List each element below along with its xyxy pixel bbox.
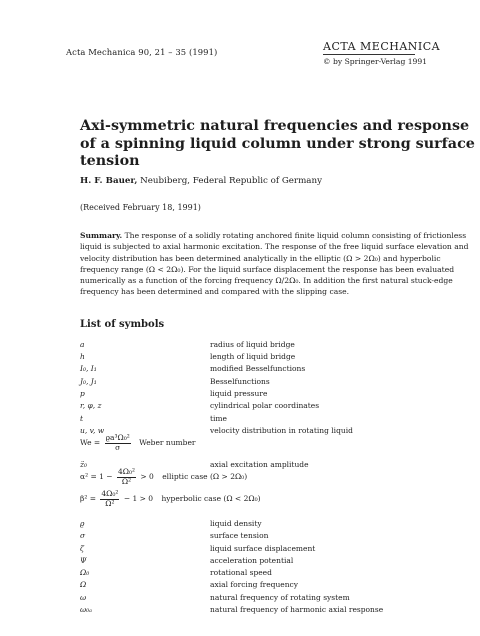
masthead-rule bbox=[323, 54, 415, 55]
summary-line-1: The response of a solidly rotating anchored finite liquid column consisting of frictionless bbox=[124, 231, 467, 240]
summary-line-4: frequency range (Ω < 2Ω₀). For the liquid surface displacement the response has been evaluated bbox=[80, 264, 455, 274]
symbol-row: ω₀ₐ natural frequency of harmonic axial response bbox=[80, 605, 384, 614]
symbol-row: Ψ acceleration potential bbox=[80, 556, 294, 565]
beta-equation: β² = $\frac{\text{4Ω₀²}}{\text{Ω²}}$ − 1 > 0 hyperbolic case (Ω < 2Ω₀) bbox=[80, 489, 261, 508]
symbol-row: r, φ, z cylindrical polar coordinates bbox=[80, 401, 320, 410]
symbol-row: z̈₀ axial excitation amplitude bbox=[80, 460, 309, 469]
author-name: H. F. Bauer, bbox=[80, 176, 138, 186]
symbol-row: σ surface tension bbox=[80, 531, 269, 540]
symbol-row: a radius of liquid bridge bbox=[80, 340, 295, 349]
author-line bbox=[80, 176, 322, 186]
symbol-row: I₀, I₁ modified Besselfunctions bbox=[80, 364, 306, 373]
title-line-2: of a spinning liquid column under strong surface bbox=[80, 135, 475, 152]
summary-line-3: velocity distribution has been determined analytically in the elliptic (Ω > 2Ω₀) and hyperbolic bbox=[80, 253, 441, 263]
symbol-row: u, v, w velocity distribution in rotating liquid bbox=[80, 426, 353, 435]
symbol-row: ω natural frequency of rotating system bbox=[80, 593, 350, 602]
weber-number-equation: We = $\frac{\text{ϱa³Ω₀²}}{\sigma}$ Weber number bbox=[80, 433, 196, 452]
symbol-row: h length of liquid bridge bbox=[80, 352, 296, 361]
symbol-row: ϱ liquid density bbox=[80, 519, 262, 528]
author-affiliation: Neubiberg, Federal Republic of Germany bbox=[140, 176, 322, 186]
symbol-row: ζ liquid surface displacement bbox=[80, 544, 316, 553]
weber-number-label: Weber number bbox=[139, 438, 196, 447]
summary-line-2: liquid is subjected to axial harmonic excitation. The response of the free liquid surface elevation and bbox=[80, 242, 469, 252]
symbol-row: Ω₀ rotational speed bbox=[80, 568, 272, 577]
summary-block bbox=[80, 230, 469, 298]
paper-title bbox=[80, 118, 475, 171]
alpha-equation: α² = 1 − $\frac{\text{4Ω₀²}}{\text{Ω²}}$ > 0 elliptic case (Ω > 2Ω₀) bbox=[80, 467, 248, 486]
summary-label: Summary. bbox=[80, 231, 123, 240]
summary-line-5: numerically as a function of the forcing frequency Ω/2Ω₀. In addition the first natural stuck-edge bbox=[80, 276, 453, 286]
copyright-line: © by Springer-Verlag 1991 bbox=[323, 57, 428, 66]
symbol-row: t time bbox=[80, 414, 227, 423]
journal-name: ACTA MECHANICA bbox=[323, 40, 441, 53]
summary-line-6: frequency has been determined and compared with the slipping case. bbox=[80, 287, 350, 297]
citation-line: Acta Mechanica 90, 21 – 35 (1991) bbox=[66, 47, 218, 57]
symbol-row: p liquid pressure bbox=[80, 389, 268, 398]
title-line-3: tension bbox=[80, 153, 140, 169]
symbol-row: Ω axial forcing frequency bbox=[80, 580, 298, 589]
title-line-1: Axi-symmetric natural frequencies and response bbox=[80, 118, 470, 134]
journal-masthead bbox=[323, 40, 441, 66]
received-date: (Received February 18, 1991) bbox=[80, 203, 201, 212]
list-of-symbols-heading: List of symbols bbox=[80, 319, 165, 330]
symbol-row: J₀, J₁ Besselfunctions bbox=[80, 377, 270, 386]
